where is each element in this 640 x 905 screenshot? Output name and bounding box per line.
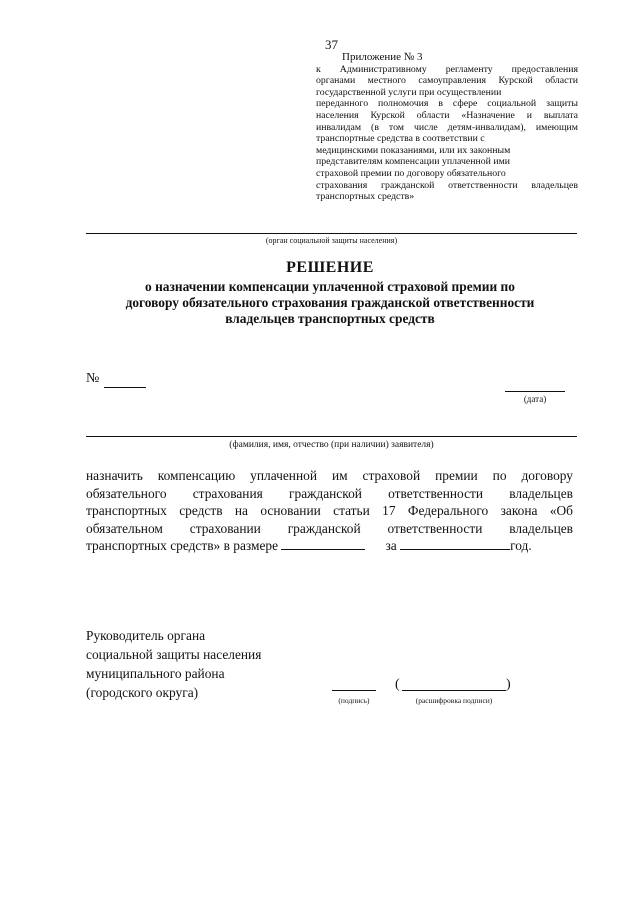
decision-subtitle-line: владельцев транспортных средств (225, 311, 435, 326)
annex-line: транспортных средств» (316, 191, 415, 203)
signer-line: социальной защиты населения (86, 647, 262, 662)
date-caption: (дата) (523, 394, 547, 404)
body-period-label: за (385, 538, 397, 554)
signature-decode-field[interactable] (402, 690, 506, 691)
annex-line: государственной услуги при осуществлении (316, 86, 502, 98)
signature-field[interactable] (332, 690, 376, 691)
annex-line: страхования гражданской ответственности владельцев (316, 179, 578, 191)
amount-field[interactable] (281, 538, 365, 550)
annex-line: инвалидам (в том числе детям-инвалидам), имеющим (316, 121, 578, 133)
signer-line: Руководитель органа (86, 628, 206, 643)
signer-line: муниципального района (86, 666, 225, 681)
signer-line: (городского округа) (86, 685, 199, 700)
body-line-last (86, 537, 573, 555)
annex-line: страховой премии по договору обязательного (316, 167, 506, 179)
number-label: № (86, 371, 100, 386)
body-line: назначить компенсацию уплаченной им страховой премии по договору (86, 468, 573, 483)
signer-block (86, 626, 261, 702)
annex-line: населения Курской области «Назначение и выплата (316, 109, 578, 121)
applicant-name-field[interactable] (86, 436, 577, 437)
body-line: транспортных средств на основании статьи 17 Федерального закона «Об (86, 503, 573, 519)
annex-title: Приложение № 3 (342, 51, 423, 63)
applicant-name-caption: (фамилия, имя, отчество (при наличии) заявителя) (229, 440, 434, 450)
decision-heading (60, 259, 600, 327)
decision-subtitle-line: о назначении компенсации уплаченной страховой премии по (145, 279, 515, 294)
org-caption: (орган социальной защиты населения) (265, 236, 398, 245)
annex-line: органами местного самоуправления Курской области (316, 75, 578, 87)
annex-line: медицинскими показаниями, или их законным (316, 144, 511, 156)
decision-body (86, 467, 573, 555)
annex-line: представителям компенсации уплаченной ими (316, 156, 511, 168)
annex-line: к Административному регламенту предоставления (316, 63, 578, 75)
org-name-field[interactable] (86, 233, 577, 234)
body-line: обязательного страхования гражданской ответственности владельцев (86, 485, 573, 501)
body-amount-label: транспортных средств» в размере (86, 538, 279, 554)
page-number: 37 (325, 37, 338, 52)
paren-open: ( (395, 677, 400, 692)
annex-line: транспортные средства в соответствии с (316, 133, 485, 145)
decision-title: РЕШЕНИЕ (286, 259, 374, 276)
number-field[interactable] (104, 387, 146, 388)
signature-decode-caption: (расшифровка подписи) (415, 696, 493, 705)
decision-subtitle-line: договору обязательного страхования гражданской ответственности (125, 295, 535, 310)
annex-line: переданного полномочия в сфере социальной защиты (316, 98, 578, 110)
body-line: обязательном страховании гражданской ответственности владельцев (86, 520, 573, 536)
paren-close: ) (506, 677, 511, 692)
date-field[interactable] (505, 391, 565, 392)
signature-caption: (подпись) (338, 696, 370, 705)
body-year-label: год. (510, 538, 532, 554)
annex-block (316, 52, 578, 203)
period-field[interactable] (400, 538, 510, 550)
